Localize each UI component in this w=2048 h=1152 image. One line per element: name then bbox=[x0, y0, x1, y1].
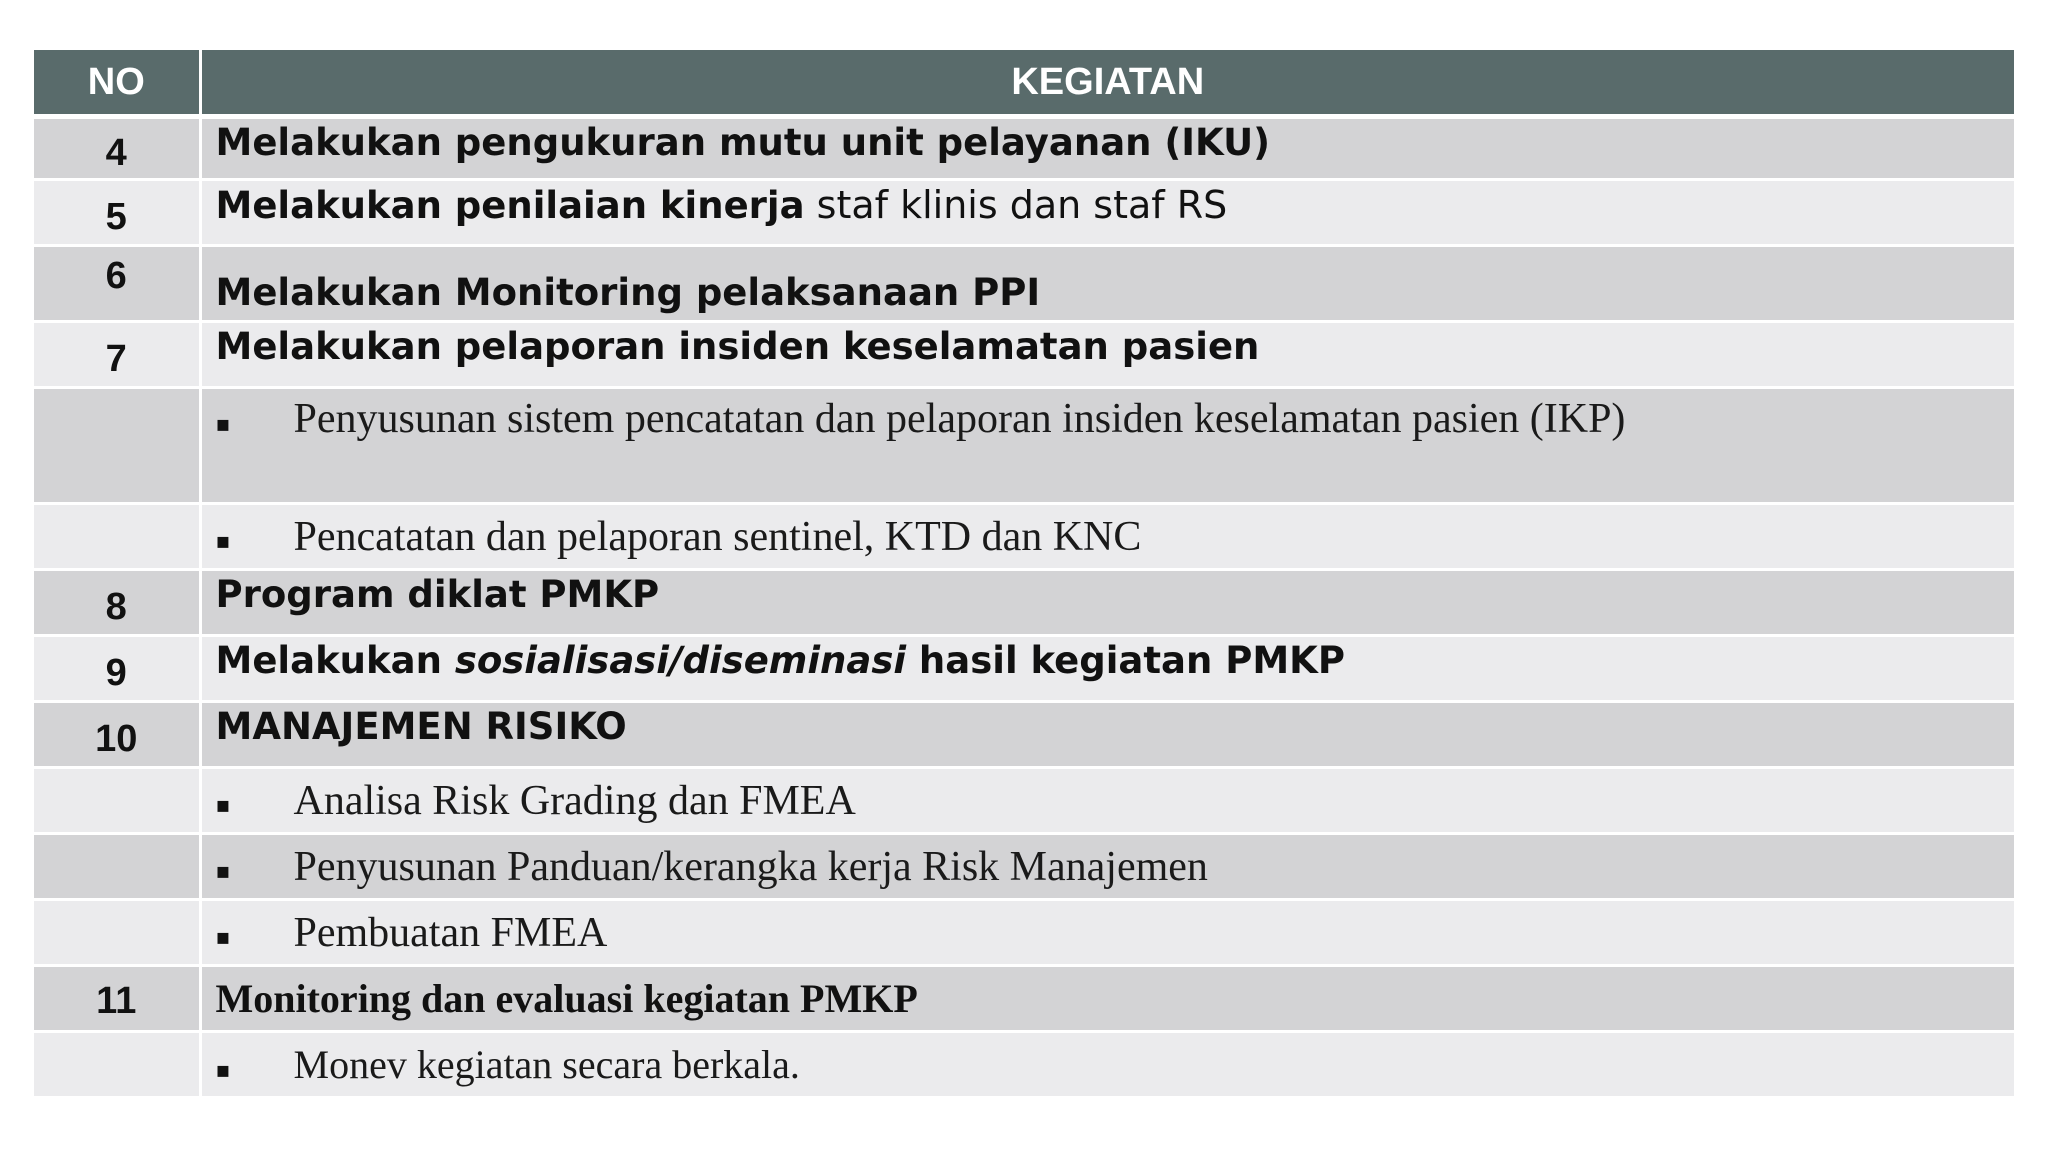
header-kegiatan: KEGIATAN bbox=[200, 50, 2014, 117]
sub-activity: Monev kegiatan secara berkala. bbox=[293, 1042, 800, 1087]
activity-title: Program diklat PMKP bbox=[215, 573, 660, 616]
bullet-icon: ▪ bbox=[215, 925, 231, 951]
bullet-icon: ▪ bbox=[215, 793, 231, 819]
bullet-icon: ▪ bbox=[215, 859, 231, 885]
sub-activity: Pembuatan FMEA bbox=[293, 909, 608, 956]
bullet-icon: ▪ bbox=[215, 411, 231, 437]
row-number: 4 bbox=[34, 117, 200, 180]
table-header-row bbox=[34, 50, 2014, 117]
sub-activity: Penyusunan Panduan/kerangka kerja Risk Manajemen bbox=[293, 843, 1208, 890]
activity-title: Melakukan bbox=[215, 639, 455, 682]
header-no: NO bbox=[34, 50, 200, 117]
row-number: 6 bbox=[34, 246, 200, 322]
row-number: 10 bbox=[34, 702, 200, 768]
table-row bbox=[34, 834, 2014, 900]
table-row bbox=[34, 702, 2014, 768]
sub-activity: Analisa Risk Grading dan FMEA bbox=[293, 777, 856, 824]
table-row bbox=[34, 322, 2014, 388]
row-number: 5 bbox=[34, 180, 200, 246]
sub-activity: Pencatatan dan pelaporan sentinel, KTD dan KNC bbox=[293, 513, 1142, 560]
row-number: 7 bbox=[34, 322, 200, 388]
table-row bbox=[34, 966, 2014, 1032]
row-number: 8 bbox=[34, 570, 200, 636]
bullet-icon: ▪ bbox=[215, 529, 231, 555]
table-row bbox=[34, 636, 2014, 702]
table-row bbox=[34, 180, 2014, 246]
activity-title-italic: sosialisasi/diseminasi bbox=[454, 639, 907, 682]
activity-title: Melakukan pengukuran mutu unit pelayanan (IKU) bbox=[215, 121, 1271, 164]
table-row bbox=[34, 388, 2014, 504]
table-row bbox=[34, 1032, 2014, 1098]
kegiatan-table bbox=[34, 50, 2014, 1099]
table-row bbox=[34, 768, 2014, 834]
activity-title: Monitoring dan evaluasi kegiatan PMKP bbox=[215, 976, 918, 1021]
activity-title: Melakukan Monitoring pelaksanaan PPI bbox=[215, 271, 1041, 314]
table-row bbox=[34, 246, 2014, 322]
table-row bbox=[34, 504, 2014, 570]
activity-title: Melakukan pelaporan insiden keselamatan pasien bbox=[215, 325, 1260, 368]
table-row bbox=[34, 570, 2014, 636]
bullet-icon: ▪ bbox=[215, 1057, 231, 1083]
activity-title-suffix: staf klinis dan staf RS bbox=[804, 183, 1228, 227]
table-row bbox=[34, 117, 2014, 180]
activity-title-suffix: hasil kegiatan PMKP bbox=[906, 639, 1345, 682]
activity-title: MANAJEMEN RISIKO bbox=[215, 705, 627, 748]
sub-activity: Penyusunan sistem pencatatan dan pelaporan insiden keselamatan pasien (IKP) bbox=[293, 396, 1626, 442]
row-number: 9 bbox=[34, 636, 200, 702]
row-number: 11 bbox=[34, 966, 200, 1032]
activity-title: Melakukan penilaian kinerja bbox=[215, 184, 805, 227]
table-row bbox=[34, 900, 2014, 966]
